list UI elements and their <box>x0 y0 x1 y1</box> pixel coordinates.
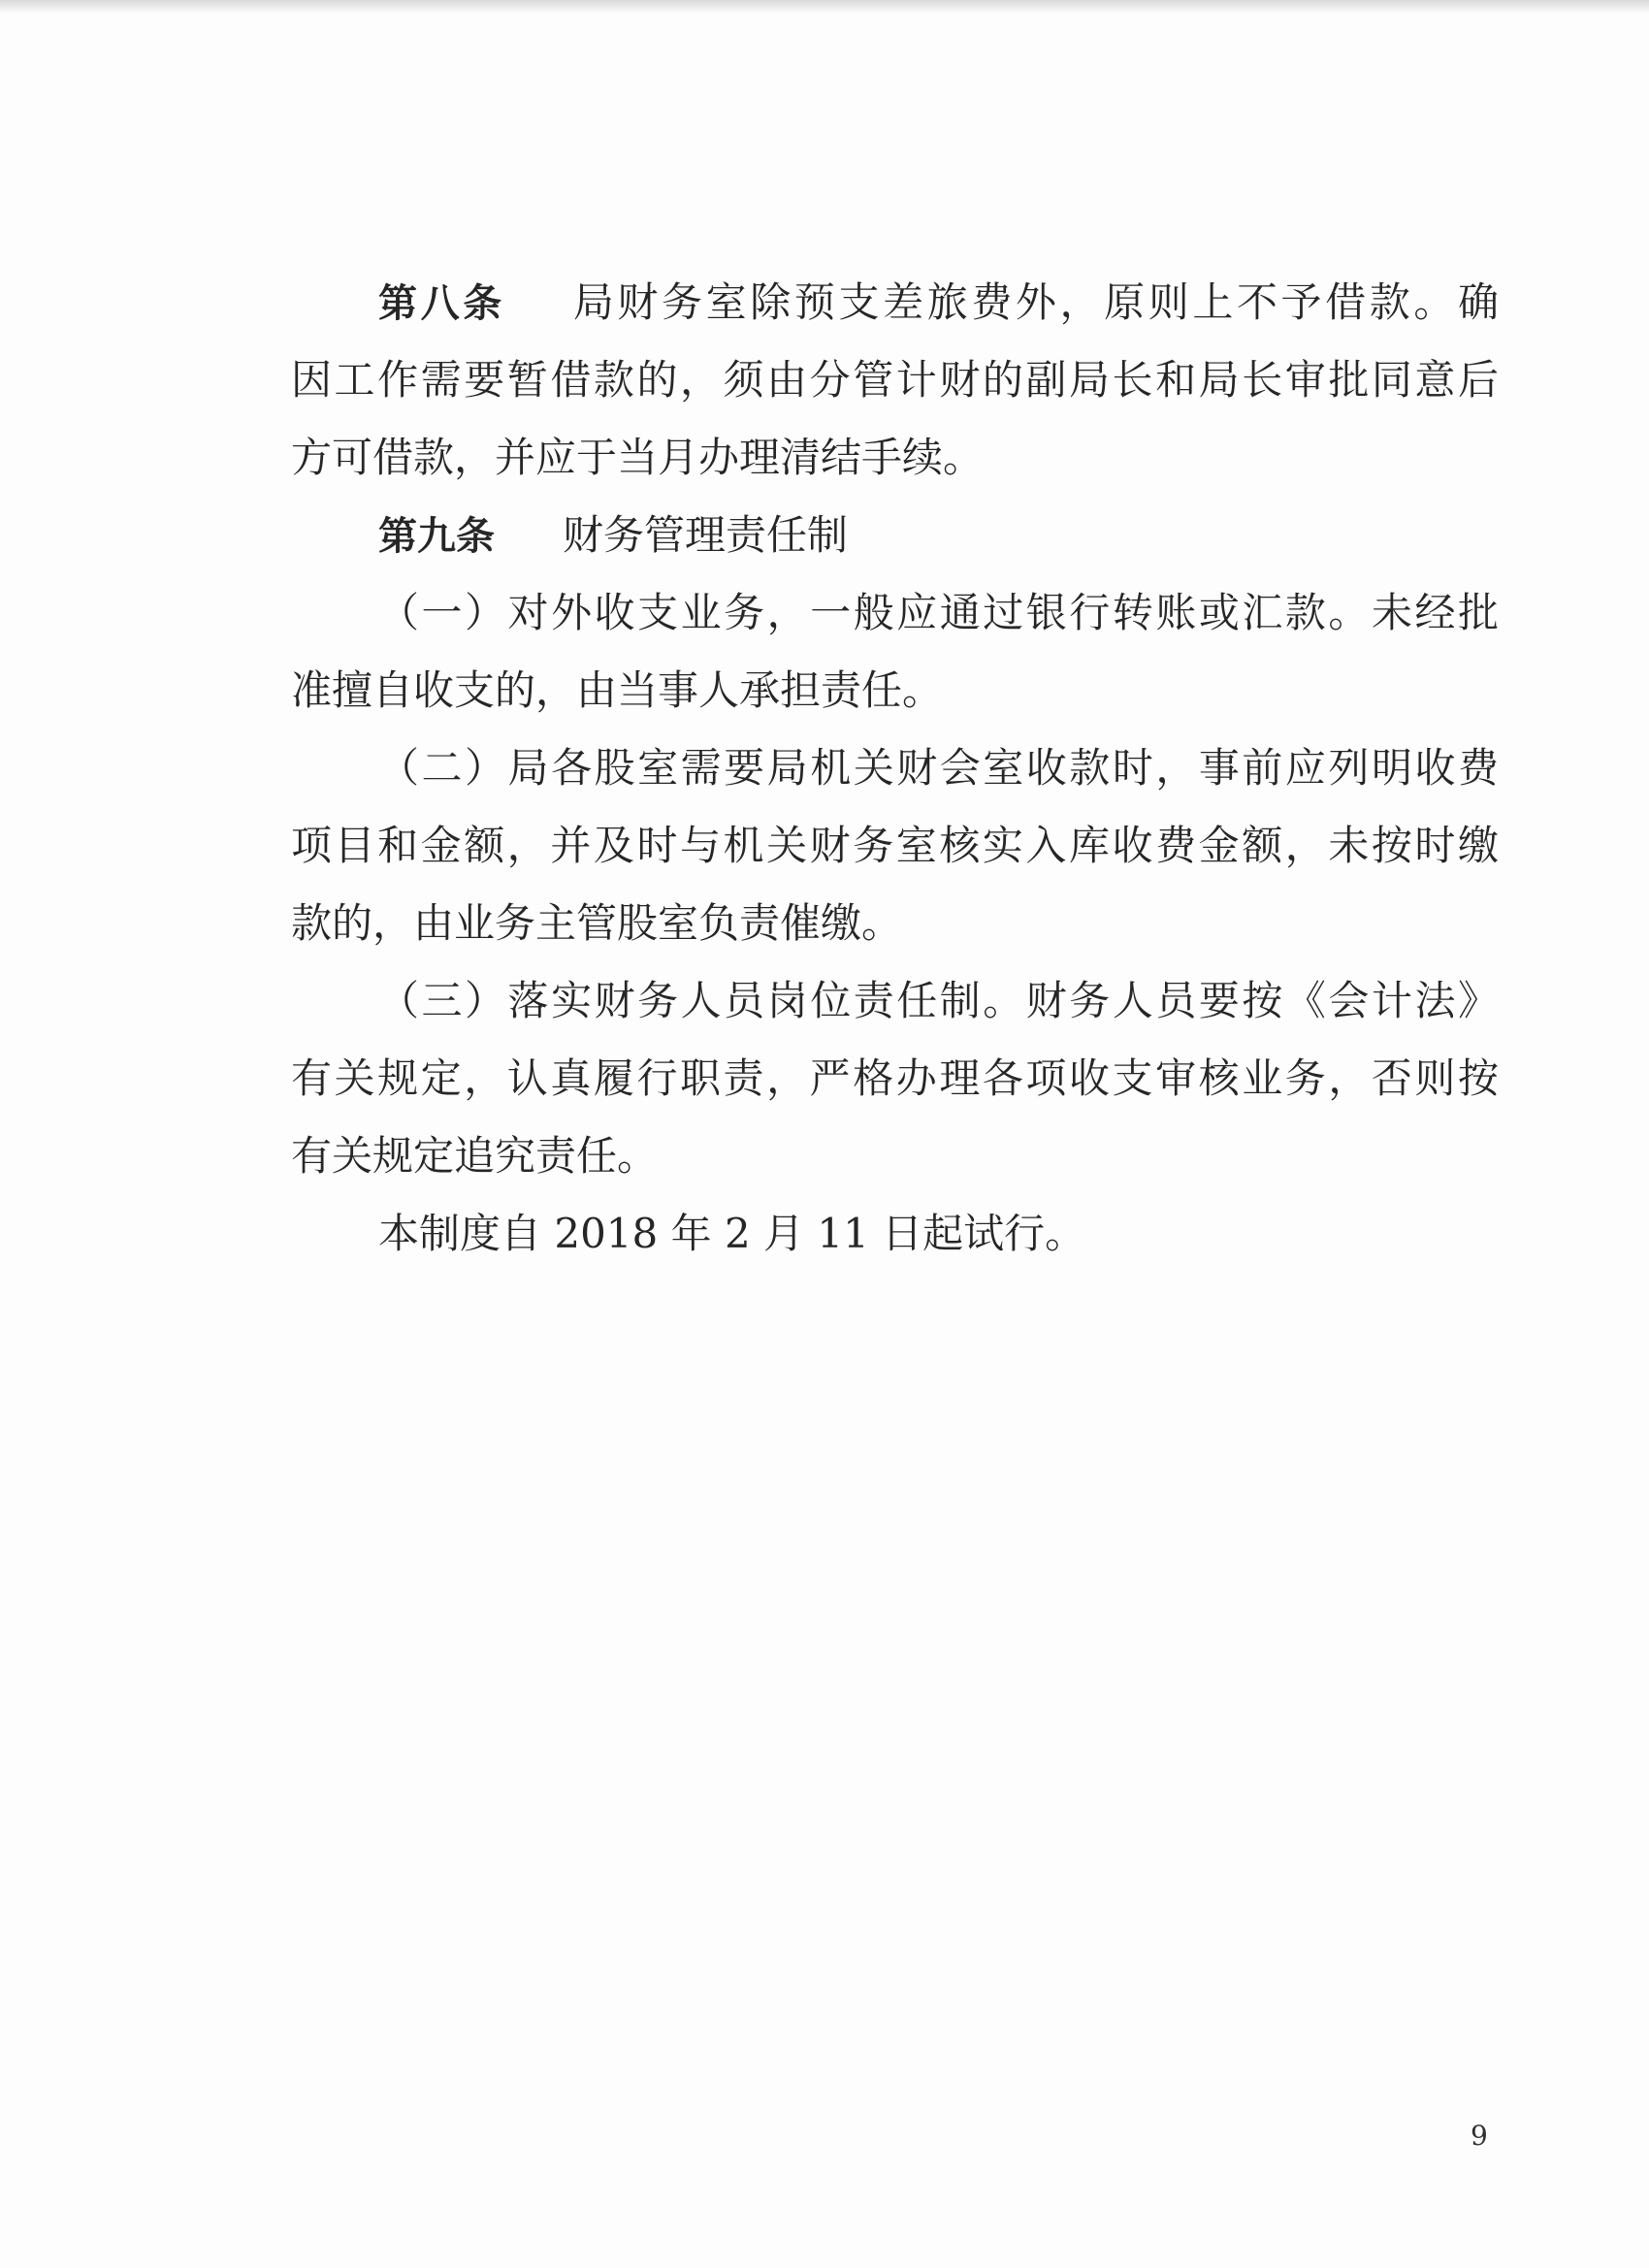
clause-2-line-2: 项目和金额，并及时与机关财务室核实入库收费金额，未按时缴 <box>291 822 1499 869</box>
article-9-title: 财务管理责任制 <box>563 511 849 559</box>
clause-3-line-2: 有关规定，认真履行职责，严格办理各项收支审核业务，否则按 <box>291 1054 1499 1102</box>
clause-1-line-2: 准擅自收支的，由当事人承担责任。 <box>291 666 944 714</box>
article-9-heading <box>378 509 848 563</box>
clause-2-line-3: 款的，由业务主管股室负责催缴。 <box>291 899 903 947</box>
article-8-text-1: 局财务室除预支差旅费外，原则上不予借款。确 <box>572 278 1499 326</box>
clause-3-line-3: 有关规定追究责任。 <box>291 1132 659 1180</box>
article-8-line-1 <box>378 276 1499 330</box>
page-number: 9 <box>1471 2120 1488 2152</box>
clause-3-line-1: （三）落实财务人员岗位责任制。财务人员要按《会计法》 <box>378 977 1499 1024</box>
clause-2-line-1: （二）局各股室需要局机关财会室收款时，事前应列明收费 <box>378 744 1499 792</box>
article-8-line-2: 因工作需要暂借款的，须由分管计财的副局长和局长审批同意后 <box>291 356 1499 404</box>
article-8-line-3: 方可借款，并应于当月办理清结手续。 <box>291 434 985 481</box>
clause-1-line-1: （一）对外收支业务，一般应通过银行转账或汇款。未经批 <box>378 589 1499 636</box>
article-9-label: 第九条 <box>378 514 495 559</box>
effective-date-statement: 本制度自 2018 年 2 月 11 日起试行。 <box>378 1210 1086 1257</box>
scan-top-edge <box>0 0 1649 14</box>
article-8-label: 第八条 <box>378 281 505 326</box>
